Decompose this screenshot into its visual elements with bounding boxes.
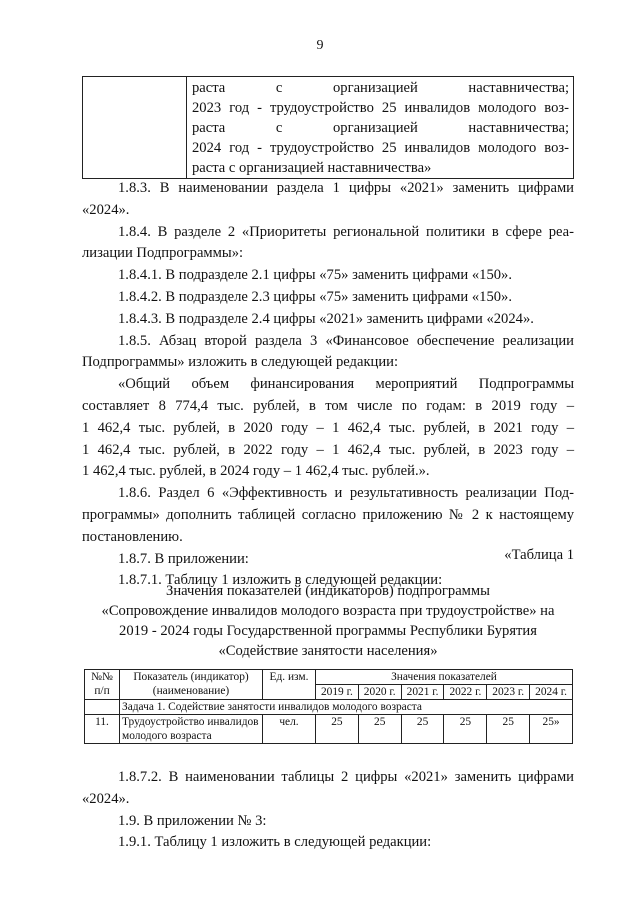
- title-line: «Сопровождение инвалидов молодого возраста при трудоустройстве» на: [101, 603, 555, 619]
- row-value: 25: [316, 715, 359, 744]
- header-year: 2023 г.: [487, 685, 530, 700]
- table-title: [82, 581, 574, 661]
- row-unit: чел.: [263, 715, 316, 744]
- table-label: «Таблица 1: [504, 547, 574, 563]
- row-value: 25: [401, 715, 444, 744]
- header-unit: Ед. изм.: [263, 670, 316, 700]
- empty-cell: [83, 77, 187, 179]
- continuation-cell: [187, 77, 574, 179]
- text-line: раста с организацией наставничества;: [192, 120, 569, 136]
- text-line: 1.9.1. Таблицу 1 изложить в следующей редакции:: [118, 834, 432, 851]
- text-line: 1 462,4 тыс. рублей, в 2022 году – 1 462,4 тыс. рублей, в 2023 году –: [82, 441, 574, 458]
- header-number: №№ п/п: [85, 670, 120, 700]
- text-line: лизации Подпрограммы»:: [82, 245, 244, 262]
- text-line: 1.8.4. В разделе 2 «Приоритеты региональной политики в сфере реа-: [118, 223, 574, 240]
- page-number: 9: [316, 38, 324, 53]
- text-line: «2024».: [82, 790, 130, 807]
- text-line: 2023 год - трудоустройство 25 инвалидов молодого воз-: [192, 100, 569, 116]
- header-values: Значения показателей: [316, 670, 573, 685]
- text-line: программы» дополнить таблицей согласно приложению № 2 к настоящему: [82, 506, 574, 523]
- text-line: 1.8.7.1. Таблицу 1 изложить в следующей редакции:: [118, 572, 443, 589]
- text-line: 2024 год - трудоустройство 25 инвалидов молодого воз-: [192, 140, 569, 156]
- header-year: 2020 г.: [358, 685, 401, 700]
- text-line: 1.9. В приложении № 3:: [118, 812, 267, 829]
- title-line: Значения показателей (индикаторов) подпрограммы: [166, 583, 490, 599]
- row-indicator: Трудоустройство инвалидов молодого возраста: [120, 715, 263, 744]
- text-line: постановлению.: [82, 528, 183, 545]
- row-value: 25: [358, 715, 401, 744]
- text-line: «Общий объем финансирования мероприятий Подпрограммы: [118, 376, 574, 393]
- text-line: 1 462,4 тыс. рублей, в 2020 году – 1 462,4 тыс. рублей, в 2021 году –: [82, 419, 574, 436]
- header-year: 2022 г.: [444, 685, 487, 700]
- title-line: 2019 - 2024 годы Государственной программы Республики Бурятия: [119, 623, 537, 639]
- header-indicator: Показатель (индикатор) (наименование): [120, 670, 263, 700]
- amendment-text-block-2: [82, 767, 574, 854]
- text-line: 1 462,4 тыс. рублей, в 2024 году – 1 462,4 тыс. рублей.».: [82, 463, 430, 480]
- header-year: 2024 г.: [530, 685, 573, 700]
- text-line: раста с организацией наставничества;: [192, 80, 569, 96]
- text-line: 1.8.4.1. В подразделе 2.1 цифры «75» заменить цифрами «150».: [118, 267, 512, 284]
- task-row: Задача 1. Содействие занятости инвалидов молодого возраста: [120, 700, 573, 715]
- row-value: 25: [444, 715, 487, 744]
- text-line: 1.8.5. Абзац второй раздела 3 «Финансовое обеспечение реализации: [118, 332, 574, 349]
- text-line: 1.8.7.2. В наименовании таблицы 2 цифры «2021» заменить цифрами: [118, 769, 574, 785]
- text-line: 1.8.4.2. В подразделе 2.3 цифры «75» заменить цифрами «150».: [118, 288, 512, 305]
- task-row-empty: [85, 700, 120, 715]
- text-line: «2024».: [82, 201, 130, 218]
- text-line: 1.8.7. В приложении:: [118, 550, 249, 567]
- header-year: 2019 г.: [316, 685, 359, 700]
- text-line: 1.8.6. Раздел 6 «Эффективность и результативность реализации Под-: [118, 485, 574, 502]
- text-line: составляет 8 774,4 тыс. рублей, в том числе по годам: в 2019 году –: [82, 397, 574, 414]
- row-value: 25: [487, 715, 530, 744]
- row-value: 25»: [530, 715, 573, 744]
- text-line: 1.8.3. В наименовании раздела 1 цифры «2021» заменить цифрами: [118, 180, 574, 196]
- table-row: [85, 715, 573, 744]
- continuation-table: [82, 76, 574, 179]
- amendment-text-block: [82, 178, 574, 592]
- indicator-table: [84, 669, 573, 744]
- row-number: 11.: [85, 715, 120, 744]
- text-line: 1.8.4.3. В подразделе 2.4 цифры «2021» заменить цифрами «2024».: [118, 310, 534, 327]
- title-line: «Содействие занятости населения»: [218, 643, 438, 659]
- text-line: Подпрограммы» изложить в следующей редакции:: [82, 354, 399, 371]
- header-year: 2021 г.: [401, 685, 444, 700]
- text-line: раста с организацией наставничества»: [192, 160, 432, 176]
